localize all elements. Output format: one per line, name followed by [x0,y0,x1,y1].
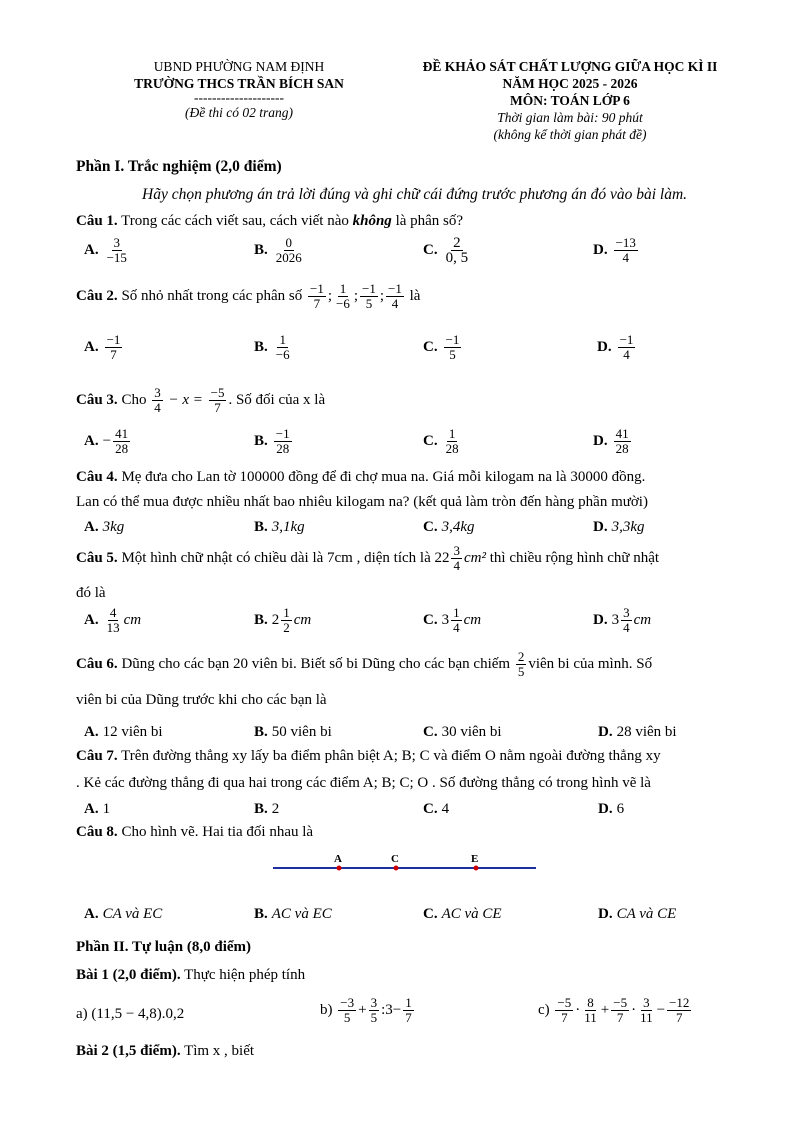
q5-label: Câu 5. [76,549,118,566]
dept-name: UBND PHƯỜNG NAM ĐỊNH [153,59,325,74]
q3-option-c: C. $\frac{1}{28}$ [423,426,459,456]
q1-stem [76,213,463,230]
q2-stem: Câu 2. Số nhỏ nhất trong các phân số $\frac{-1}{7}$ ; $\frac{1}{-6}$ ; $\frac{-1}{5}$ ; $\frac{-1}{4}$ là [76,281,421,311]
q1-option-a: A. $\frac{3}{-15}$ [84,235,127,265]
part1-instruction: Hãy chọn phương án trả lời đúng và ghi chữ cái đứng trước phương án đó vào bài làm. [142,186,688,203]
q4-line1: Câu 4. Mẹ đưa cho Lan tờ 100000 đồng để đi chợ mua na. Giá mỗi kilogam na là 30000 đồng. [76,469,646,485]
q6-option-c: C. 30 viên bi [423,724,502,740]
school-name: TRƯỜNG THCS TRẦN BÍCH SAN [134,76,344,91]
divider: -------------------- [194,90,284,105]
subject: MÔN: TOÁN LỚP 6 [510,93,630,108]
q1-text: Trong các cách viết sau, cách viết nào [121,213,353,229]
q2-text: Số nhỏ nhất trong các phân số [121,287,303,304]
exam-title: ĐỀ KHẢO SÁT CHẤT LƯỢNG GIỮA HỌC KÌ II [422,59,718,74]
q5-option-a: A. $\frac{4}{13}$ cm [84,605,142,635]
q3-stem: Câu 3. Cho $\frac{3}{4}$ − x = $\frac{-5}{7}$ . Số đối của x là [76,385,326,415]
q1-option-b: B. $\frac{0}{2026}$ [254,235,302,265]
q2-option-c: C. $\frac{-1}{5}$ [423,332,460,362]
q3-tail: . Số đối của x là [228,391,326,408]
q4-option-c: C. 3,4kg [423,519,475,535]
q3-option-d: D. $\frac{41}{28}$ [593,426,629,456]
q5-option-c: C. 3 $\frac{1}{4}$ cm [423,605,482,635]
q2-label: Câu 2. [76,287,118,304]
school-year: NĂM HỌC 2025 - 2026 [502,76,638,91]
b2-title: Bài 2 (1,5 điểm). [76,1043,181,1059]
q7-label: Câu 7. [76,748,118,764]
q5-option-b: B. 2 $\frac{1}{2}$ cm [254,605,312,635]
header-right [400,58,740,143]
q3-option-a: A. − $\frac{41}{28}$ [84,426,129,456]
q3-eq-mid: − x = [164,391,207,408]
q8-label: Câu 8. [76,824,118,840]
q6-option-a: A. 12 viên bi [84,724,163,740]
q7-option-b: B. 2 [254,801,280,817]
q2-frac-4: $\frac{-1}{4}$ [388,281,402,311]
q1-option-d: D. $\frac{-13}{4}$ [593,235,636,265]
part2-title: Phần II. Tự luận (8,0 điểm) [76,939,252,955]
q4-option-a: A. 3kg [84,519,125,535]
q8-figure [270,850,540,880]
q7-option-a: A. 1 [84,801,111,817]
b2-heading: Bài 2 (1,5 điểm). Tìm x , biết [76,1043,255,1059]
q6-option-b: B. 50 viên bi [254,724,332,740]
q2-tail: là [409,287,421,304]
q8-label-c: C [391,853,399,865]
q6-line2: viên bi của Dũng trước khi cho các bạn là [76,692,327,708]
q5-stem: Câu 5. Một hình chữ nhật có chiều dài là 7cm , diện tích là 22 $\frac{3}{4}$ cm² thì chiều rộng hình chữ nhật [76,543,660,573]
q6-option-d: D. 28 viên bi [598,724,677,740]
q7-line2: . Kẻ các đường thẳng đi qua hai trong các điểm A; B; C; O . Số đường thẳng có trong hình vẽ là [76,775,651,791]
q2-frac-3: $\frac{-1}{5}$ [362,281,376,311]
q7-option-c: C. 4 [423,801,450,817]
q2-option-d: D. $\frac{-1}{4}$ [597,332,634,362]
q1-emph: không [352,213,392,229]
b1-c: c) $\frac{-5}{7}$ · $\frac{8}{11}$ + $\frac{-5}{7}$ · $\frac{3}{11}$ − $\frac{-12}{7}$ [538,995,690,1025]
q4-option-b: B. 3,1kg [254,519,305,535]
q1-text-tail: là phân số? [391,213,464,229]
q4-option-d: D. 3,3kg [593,519,645,535]
q2-frac-2: $\frac{1}{-6}$ [336,281,350,311]
b1-a: a) (11,5 − 4,8).0,2 [76,1006,185,1022]
q2-option-b: B. $\frac{1}{-6}$ [254,332,290,362]
q2-frac-1: $\frac{-1}{7}$ [310,281,324,311]
duration-note: (không kể thời gian phát đề) [493,127,647,142]
q8-label-e: E [471,853,479,865]
q8-label-a: A [334,853,342,865]
q3-option-b: B. $\frac{-1}{28}$ [254,426,290,456]
q3-label: Câu 3. [76,391,118,408]
q8-option-d: D. CA và CE [598,906,677,922]
q5-option-d: D. 3 $\frac{3}{4}$ cm [593,605,652,635]
b1-title: Bài 1 (2,0 điểm). [76,967,181,983]
page-count-note: (Đề thi có 02 trang) [185,105,293,120]
duration: Thời gian làm bài: 90 phút [497,110,643,125]
q8-point-c [394,866,399,871]
q2-option-a: A. $\frac{-1}{7}$ [84,332,121,362]
q8-option-c: C. AC và CE [423,906,502,922]
q8-stem: Câu 8. Cho hình vẽ. Hai tia đối nhau là [76,824,314,840]
q6-stem: Câu 6. Dũng cho các bạn 20 viên bi. Biết số bi Dũng cho các bạn chiếm $\frac{2}{5}$ viên bi của mình. Số [76,649,653,679]
q6-label: Câu 6. [76,655,118,672]
q3-text: Cho [121,391,147,408]
q8-point-e [474,866,479,871]
q8-option-b: B. AC và EC [254,906,332,922]
q4-line2: Lan có thể mua được nhiều nhất bao nhiêu kilogam na? (kết quả làm tròn đến hàng phần mười) [76,494,648,510]
q8-option-a: A. CA và EC [84,906,163,922]
q7-option-d: D. 6 [598,801,625,817]
header-left [118,58,360,121]
q4-label: Câu 4. [76,469,118,485]
q7-line1: Câu 7. Trên đường thẳng xy lấy ba điểm phân biệt A; B; C và điểm O nằm ngoài đường thẳng xy [76,748,661,764]
q1-option-c: C. $\frac{2}{0, 5}$ [423,235,469,266]
q1-label: Câu 1. [76,213,118,229]
q8-point-a [337,866,342,871]
q5-line2: đó là [76,585,106,601]
b1-heading: Bài 1 (2,0 điểm). Thực hiện phép tính [76,967,306,983]
part1-title: Phần I. Trắc nghiệm (2,0 điểm) [76,158,282,175]
b1-b: b) $\frac{-3}{5}$ + $\frac{3}{5}$ :3− $\frac{1}{7}$ [320,995,412,1025]
